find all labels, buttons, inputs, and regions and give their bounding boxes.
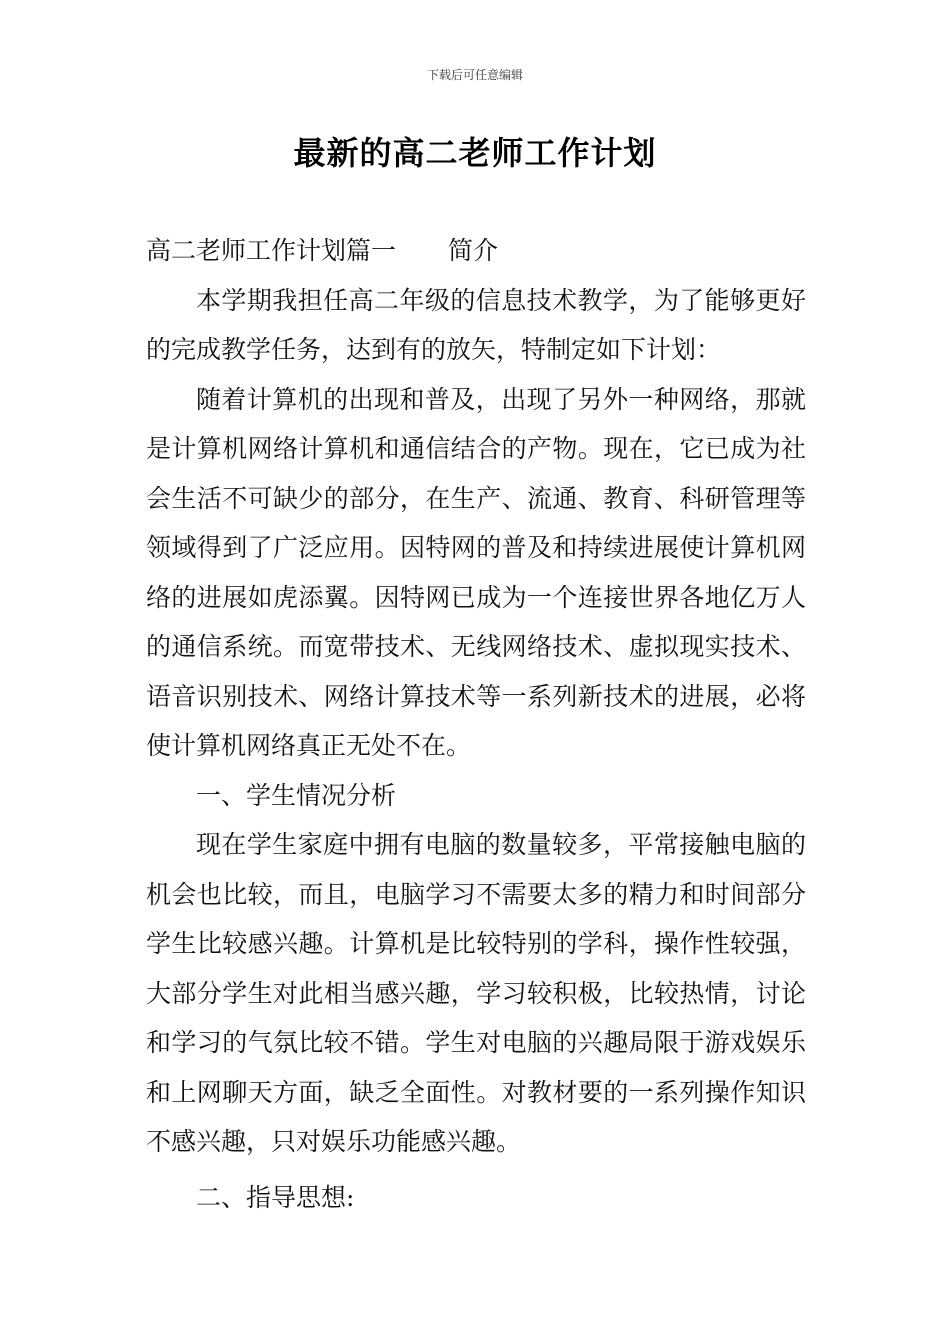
section-subheading: 简介: [448, 236, 499, 265]
header-note: 下载后可任意编辑: [426, 68, 523, 82]
heading-student-analysis: 一、学生情况分析: [196, 780, 397, 810]
section-heading: 高二老师工作计划篇一: [146, 236, 397, 265]
paragraph-network: 随着计算机的出现和普及，出现了另外一种网络，那就是计算机网络计算机和通信结合的产物。现在，它已成为社会生活不可缺少的部分，在生产、流通、教育、科研管理等领域得到了广泛应用。因特网的普及和持续进展使计算机网络的进展如虎添翼。因特网已成为一个连接世界各地亿万人的通信系统。而宽带技术、无线网络技术、虚拟现实技术、语音识别技术、网络计算技术等一系列新技术的进展，必将使计算机网络真正无处不在。: [146, 384, 806, 760]
paragraph-intro: 本学期我担任高二年级的信息技术教学，为了能够更好的完成教学任务，达到有的放矢，特制定如下计划：: [146, 285, 806, 364]
document-title: 最新的高二老师工作计划: [293, 134, 657, 172]
document-body: [146, 226, 806, 1222]
heading-guiding-thought: 二、指导思想:: [196, 1182, 355, 1212]
section-heading-line: [146, 226, 806, 276]
paragraph-student-analysis: 现在学生家庭中拥有电脑的数量较多，平常接触电脑的机会也比较，而且，电脑学习不需要太多的精力和时间部分学生比较感兴趣。计算机是比较特别的学科，操作性较强，大部分学生对此相当感兴趣，学习较积极，比较热情，讨论和学习的气氛比较不错。学生对电脑的兴趣局限于游戏娱乐和上网聊天方面，缺乏全面性。对教材要的一系列操作知识不感兴趣，只对娱乐功能感兴趣。: [146, 830, 806, 1156]
